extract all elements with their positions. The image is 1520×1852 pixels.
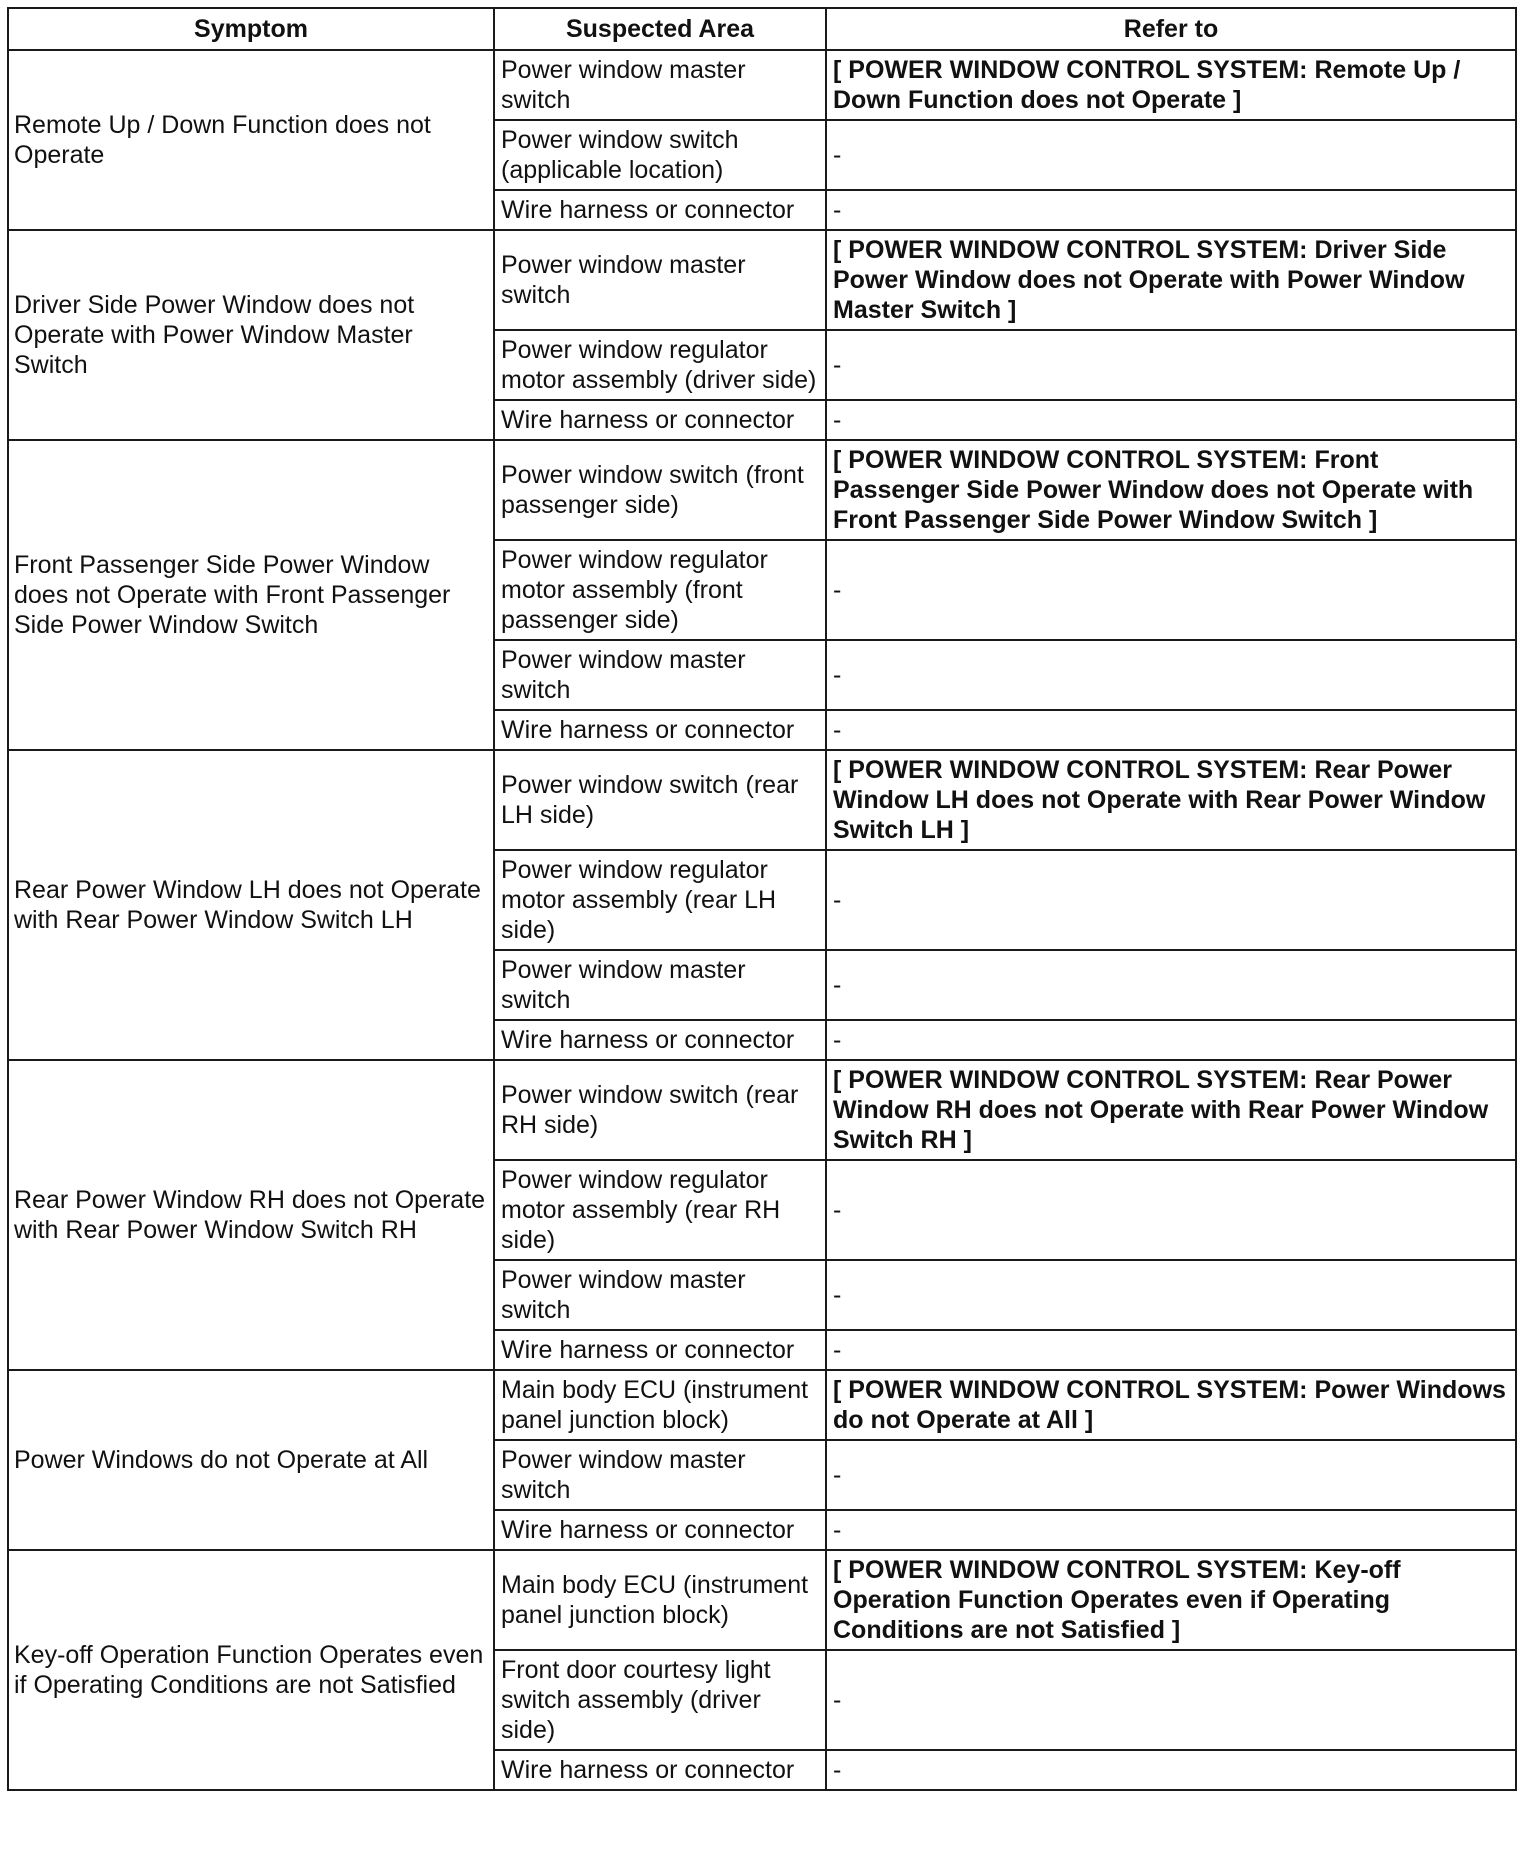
header-refer-to: Refer to (826, 8, 1516, 50)
symptom-cell: Driver Side Power Window does not Operate with Power Window Master Switch (8, 230, 494, 440)
refer-to-cell: - (826, 1750, 1516, 1790)
refer-to-link[interactable]: [ POWER WINDOW CONTROL SYSTEM: Remote Up / Down Function does not Operate ] (826, 50, 1516, 120)
suspected-area-cell: Power window regulator motor assembly (rear RH side) (494, 1160, 826, 1260)
refer-to-cell: - (826, 1330, 1516, 1370)
refer-to-cell: - (826, 330, 1516, 400)
symptom-cell: Power Windows do not Operate at All (8, 1370, 494, 1550)
refer-to-link[interactable]: [ POWER WINDOW CONTROL SYSTEM: Rear Power Window LH does not Operate with Rear Power Window Switch LH ] (826, 750, 1516, 850)
table-row (8, 440, 1516, 540)
suspected-area-cell: Wire harness or connector (494, 1510, 826, 1550)
refer-to-cell: - (826, 1160, 1516, 1260)
table-row (8, 1060, 1516, 1160)
suspected-area-cell: Power window master switch (494, 50, 826, 120)
header-row (8, 8, 1516, 50)
suspected-area-cell: Wire harness or connector (494, 190, 826, 230)
symptom-cell: Key-off Operation Function Operates even if Operating Conditions are not Satisfied (8, 1550, 494, 1790)
suspected-area-cell: Power window regulator motor assembly (driver side) (494, 330, 826, 400)
refer-to-cell: - (826, 1650, 1516, 1750)
suspected-area-cell: Power window master switch (494, 1260, 826, 1330)
symptom-cell: Rear Power Window LH does not Operate with Rear Power Window Switch LH (8, 750, 494, 1060)
refer-to-link[interactable]: [ POWER WINDOW CONTROL SYSTEM: Rear Power Window RH does not Operate with Rear Power Window Switch RH ] (826, 1060, 1516, 1160)
table-row (8, 50, 1516, 120)
refer-to-cell: - (826, 120, 1516, 190)
suspected-area-cell: Wire harness or connector (494, 400, 826, 440)
refer-to-link[interactable]: [ POWER WINDOW CONTROL SYSTEM: Driver Side Power Window does not Operate with Power Window Master Switch ] (826, 230, 1516, 330)
suspected-area-cell: Wire harness or connector (494, 1020, 826, 1060)
table-header (8, 8, 1516, 50)
suspected-area-cell: Main body ECU (instrument panel junction block) (494, 1370, 826, 1440)
header-symptom: Symptom (8, 8, 494, 50)
suspected-area-cell: Wire harness or connector (494, 1330, 826, 1370)
refer-to-cell: - (826, 850, 1516, 950)
refer-to-cell: - (826, 400, 1516, 440)
problem-symptoms-table (7, 7, 1517, 1791)
refer-to-link[interactable]: [ POWER WINDOW CONTROL SYSTEM: Key-off Operation Function Operates even if Operating Conditions are not Satisfied ] (826, 1550, 1516, 1650)
suspected-area-cell: Power window master switch (494, 1440, 826, 1510)
suspected-area-cell: Power window switch (rear RH side) (494, 1060, 826, 1160)
table-row (8, 230, 1516, 330)
suspected-area-cell: Front door courtesy light switch assembly (driver side) (494, 1650, 826, 1750)
suspected-area-cell: Power window switch (applicable location) (494, 120, 826, 190)
table-row (8, 1550, 1516, 1650)
refer-to-cell: - (826, 640, 1516, 710)
suspected-area-cell: Power window switch (front passenger side) (494, 440, 826, 540)
table-row (8, 1370, 1516, 1440)
suspected-area-cell: Power window switch (rear LH side) (494, 750, 826, 850)
refer-to-cell: - (826, 1510, 1516, 1550)
refer-to-cell: - (826, 710, 1516, 750)
refer-to-cell: - (826, 190, 1516, 230)
suspected-area-cell: Wire harness or connector (494, 710, 826, 750)
refer-to-cell: - (826, 1260, 1516, 1330)
suspected-area-cell: Power window regulator motor assembly (rear LH side) (494, 850, 826, 950)
suspected-area-cell: Power window master switch (494, 230, 826, 330)
symptom-cell: Front Passenger Side Power Window does not Operate with Front Passenger Side Power Window Switch (8, 440, 494, 750)
table-body (8, 50, 1516, 1790)
refer-to-link[interactable]: [ POWER WINDOW CONTROL SYSTEM: Front Passenger Side Power Window does not Operate with Front Passenger Side Power Window Switch ] (826, 440, 1516, 540)
suspected-area-cell: Power window master switch (494, 640, 826, 710)
suspected-area-cell: Power window regulator motor assembly (front passenger side) (494, 540, 826, 640)
refer-to-cell: - (826, 540, 1516, 640)
suspected-area-cell: Main body ECU (instrument panel junction block) (494, 1550, 826, 1650)
suspected-area-cell: Wire harness or connector (494, 1750, 826, 1790)
header-suspected-area: Suspected Area (494, 8, 826, 50)
symptom-cell: Rear Power Window RH does not Operate with Rear Power Window Switch RH (8, 1060, 494, 1370)
table-row (8, 750, 1516, 850)
refer-to-cell: - (826, 1020, 1516, 1060)
suspected-area-cell: Power window master switch (494, 950, 826, 1020)
symptom-cell: Remote Up / Down Function does not Operate (8, 50, 494, 230)
refer-to-cell: - (826, 950, 1516, 1020)
refer-to-link[interactable]: [ POWER WINDOW CONTROL SYSTEM: Power Windows do not Operate at All ] (826, 1370, 1516, 1440)
refer-to-cell: - (826, 1440, 1516, 1510)
